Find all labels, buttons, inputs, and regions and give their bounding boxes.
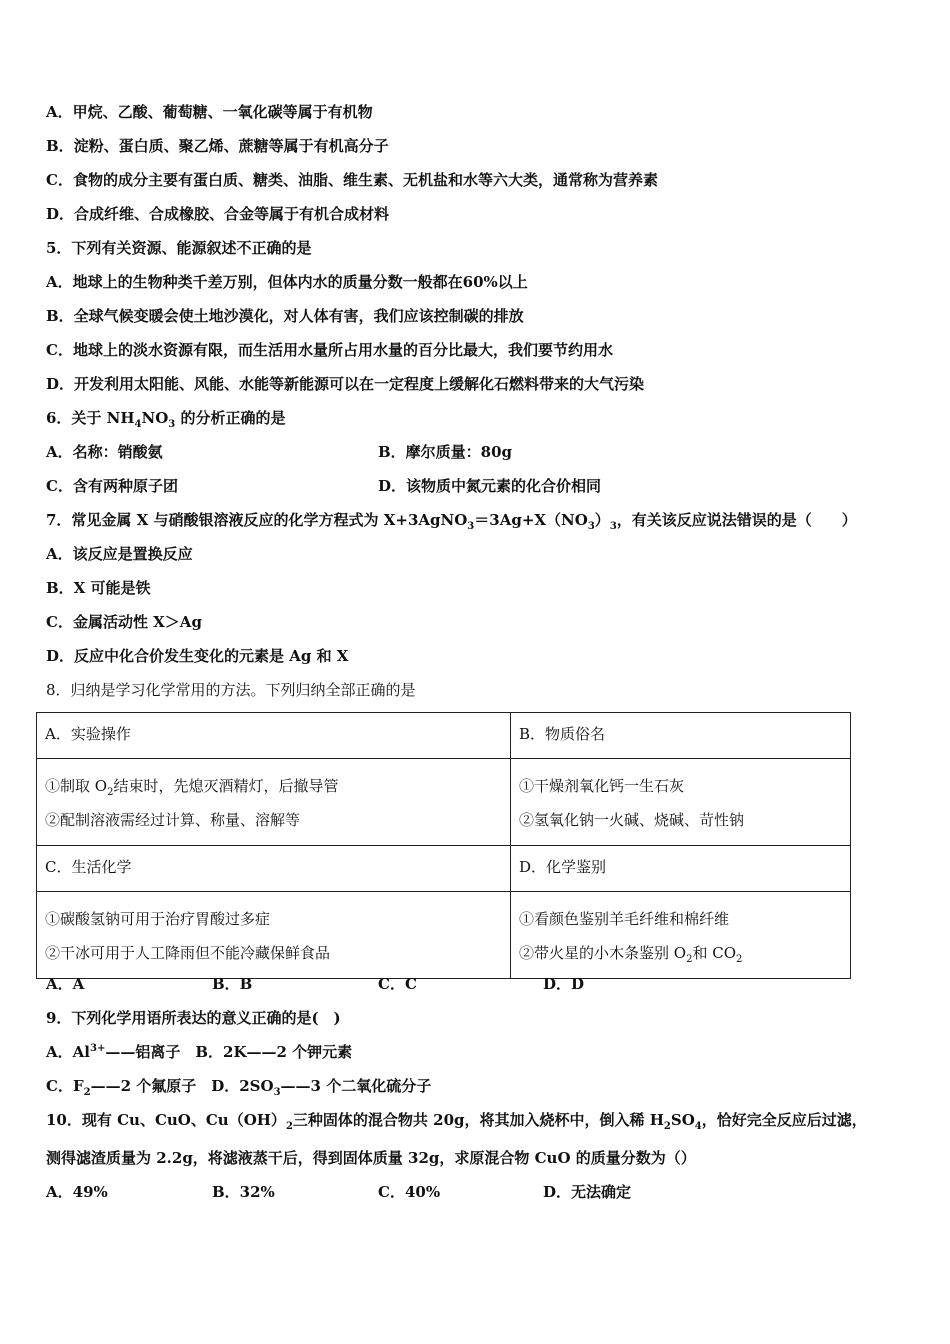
q8-stem: 8．归纳是学习化学常用的方法。下列归纳全部正确的是 <box>46 681 416 699</box>
q8-option-b: B．B <box>212 975 253 993</box>
q8-option-c: C．C <box>378 975 417 993</box>
q8-cell-c-body <box>37 892 511 979</box>
q8-cell-b-title: B．物质俗名 <box>511 713 851 759</box>
q8-cell-c-title: C．生活化学 <box>37 846 511 892</box>
q4-option-a: A．甲烷、乙酸、葡萄糖、一氧化碳等属于有机物 <box>46 103 373 121</box>
q8-cell-d-line-2: ②带火星的小木条鉴别 $O_2$和 $CO_2$ <box>519 944 743 965</box>
q5-stem: 5．下列有关资源、能源叙述不正确的是 <box>46 239 312 257</box>
q8-cell-c-line-1: ①碳酸氢钠可用于治疗胃酸过多症 <box>45 910 271 928</box>
q10-stem-line-1: 10．现有 Cu、CuO、$Cu(OH)_2$三种固体的混合物共 20g，将其加入烧杯中，倒入稀 $H_2SO_4$，恰好完全反应后过滤， <box>46 1111 867 1132</box>
q8-table <box>36 712 851 979</box>
q8-cell-c-line-2: ②干冰可用于人工降雨但不能冷藏保鲜食品 <box>45 944 331 962</box>
q8-cell-d-title: D．化学鉴别 <box>511 846 851 892</box>
q10-option-b: B．32% <box>212 1183 275 1201</box>
q4-option-d: D．合成纤维、合成橡胶、合金等属于有机合成材料 <box>46 205 390 223</box>
q7-option-b: B．X 可能是铁 <box>46 579 151 597</box>
q10-stem-line-2: 测得滤渣质量为 2.2g，将滤液蒸干后，得到固体质量 32g，求原混合物 CuO 的质量分数为（） <box>46 1149 696 1167</box>
q8-cell-b-line-2: ②氢氧化钠一火碱、烧碱、苛性钠 <box>519 811 745 829</box>
q6-stem: 6．关于 $NH_4NO_3$ 的分析正确的是 <box>46 409 286 430</box>
q8-option-a: A．A <box>46 975 85 993</box>
q4-option-c: C．食物的成分主要有蛋白质、糖类、油脂、维生素、无机盐和水等六大类，通常称为营养素 <box>46 171 658 189</box>
q7-stem: 7．常见金属 X 与硝酸银溶液反应的化学方程式为 $X+3AgNO_3=3Ag+X(NO_3)_3$，有关该反应说法错误的是（ ） <box>46 511 857 532</box>
q10-option-a: A．49% <box>46 1183 108 1201</box>
q9-stem: 9．下列化学用语所表达的意义正确的是( ) <box>46 1009 341 1027</box>
q8-cell-a-line-1: ①制取 $O_2$结束时，先熄灭酒精灯，后撤导管 <box>45 777 339 798</box>
q6-option-a: A．名称：销酸氨 <box>46 443 163 461</box>
q6-option-d: D．该物质中氮元素的化合价相同 <box>378 477 602 495</box>
q5-option-a: A．地球上的生物种类千差万别，但体内水的质量分数一般都在60%以上 <box>46 273 528 291</box>
q9-options-ab: A．$Al^{3+}——$铝离子 B．2K——2 个钾元素 <box>46 1043 353 1061</box>
q7-option-c: C．金属活动性 X＞Ag <box>46 613 202 631</box>
q6-option-c: C．含有两种原子团 <box>46 477 178 495</box>
q5-option-b: B．全球气候变暖会使土地沙漠化，对人体有害，我们应该控制碳的排放 <box>46 307 524 325</box>
q5-option-d: D．开发利用太阳能、风能、水能等新能源可以在一定程度上缓解化石燃料带来的大气污染 <box>46 375 645 393</box>
q8-cell-a-title: A．实验操作 <box>37 713 511 759</box>
q8-cell-a-body <box>37 759 511 846</box>
q4-option-b: B．淀粉、蛋白质、聚乙烯、蔗糖等属于有机高分子 <box>46 137 389 155</box>
q8-cell-d-body <box>511 892 851 979</box>
q8-cell-d-line-1: ①看颜色鉴别羊毛纤维和棉纤维 <box>519 910 730 928</box>
q8-cell-b-body <box>511 759 851 846</box>
q5-option-c: C．地球上的淡水资源有限，而生活用水量所占用水量的百分比最大，我们要节约用水 <box>46 341 613 359</box>
q6-option-b: B．摩尔质量：80g <box>378 443 513 461</box>
q8-option-d: D．D <box>543 975 585 993</box>
q10-option-c: C．40% <box>378 1183 441 1201</box>
q7-option-d: D．反应中化合价发生变化的元素是 Ag 和 X <box>46 647 349 665</box>
q8-cell-b-line-1: ①干燥剂氧化钙一生石灰 <box>519 777 685 795</box>
q6-row-ab <box>46 442 163 462</box>
q7-option-a: A．该反应是置换反应 <box>46 545 193 563</box>
q10-option-d: D．无法确定 <box>543 1183 632 1201</box>
q8-cell-a-line-2: ②配制溶液需经过计算、称量、溶解等 <box>45 811 301 829</box>
q9-options-cd: C．$F_2——2$ 个氟原子 D．$2SO_3——3$ 个二氧化硫分子 <box>46 1077 432 1098</box>
